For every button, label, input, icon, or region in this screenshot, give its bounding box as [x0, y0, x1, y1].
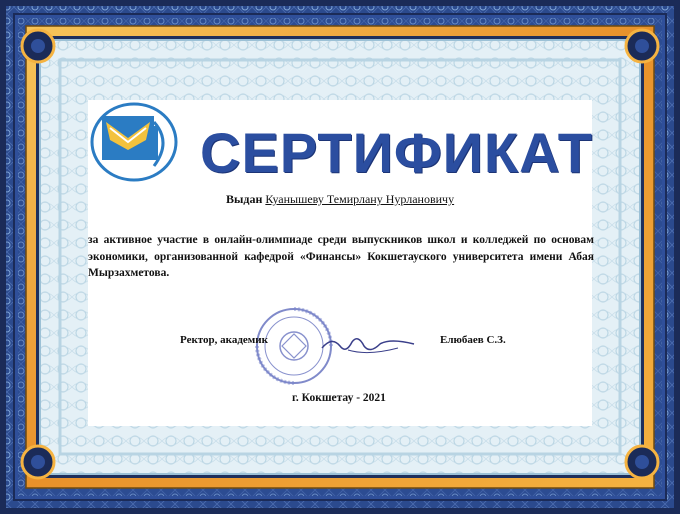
city-year: г. Кокшетау - 2021 — [292, 392, 386, 404]
signatory-name: Елюбаев С.З. — [440, 334, 506, 346]
university-logo-icon — [90, 102, 178, 182]
certificate-body: за активное участие в онлайн-олимпиаде среди выпускников школ и колледжей по основам экономики, организованной кафедрой «Финансы» Кокшетауского университета имени Абая Мырзахметова. — [88, 234, 594, 279]
certificate-title: СЕРТИФИКАТ — [200, 121, 593, 184]
recipient-name: Куанышеву Темирлану Нурлановичу — [265, 192, 455, 206]
recipient-line — [226, 192, 454, 207]
issued-prefix: Выдан — [226, 192, 263, 206]
signature-icon — [318, 330, 418, 358]
signatory-title: Ректор, академик — [180, 334, 268, 346]
